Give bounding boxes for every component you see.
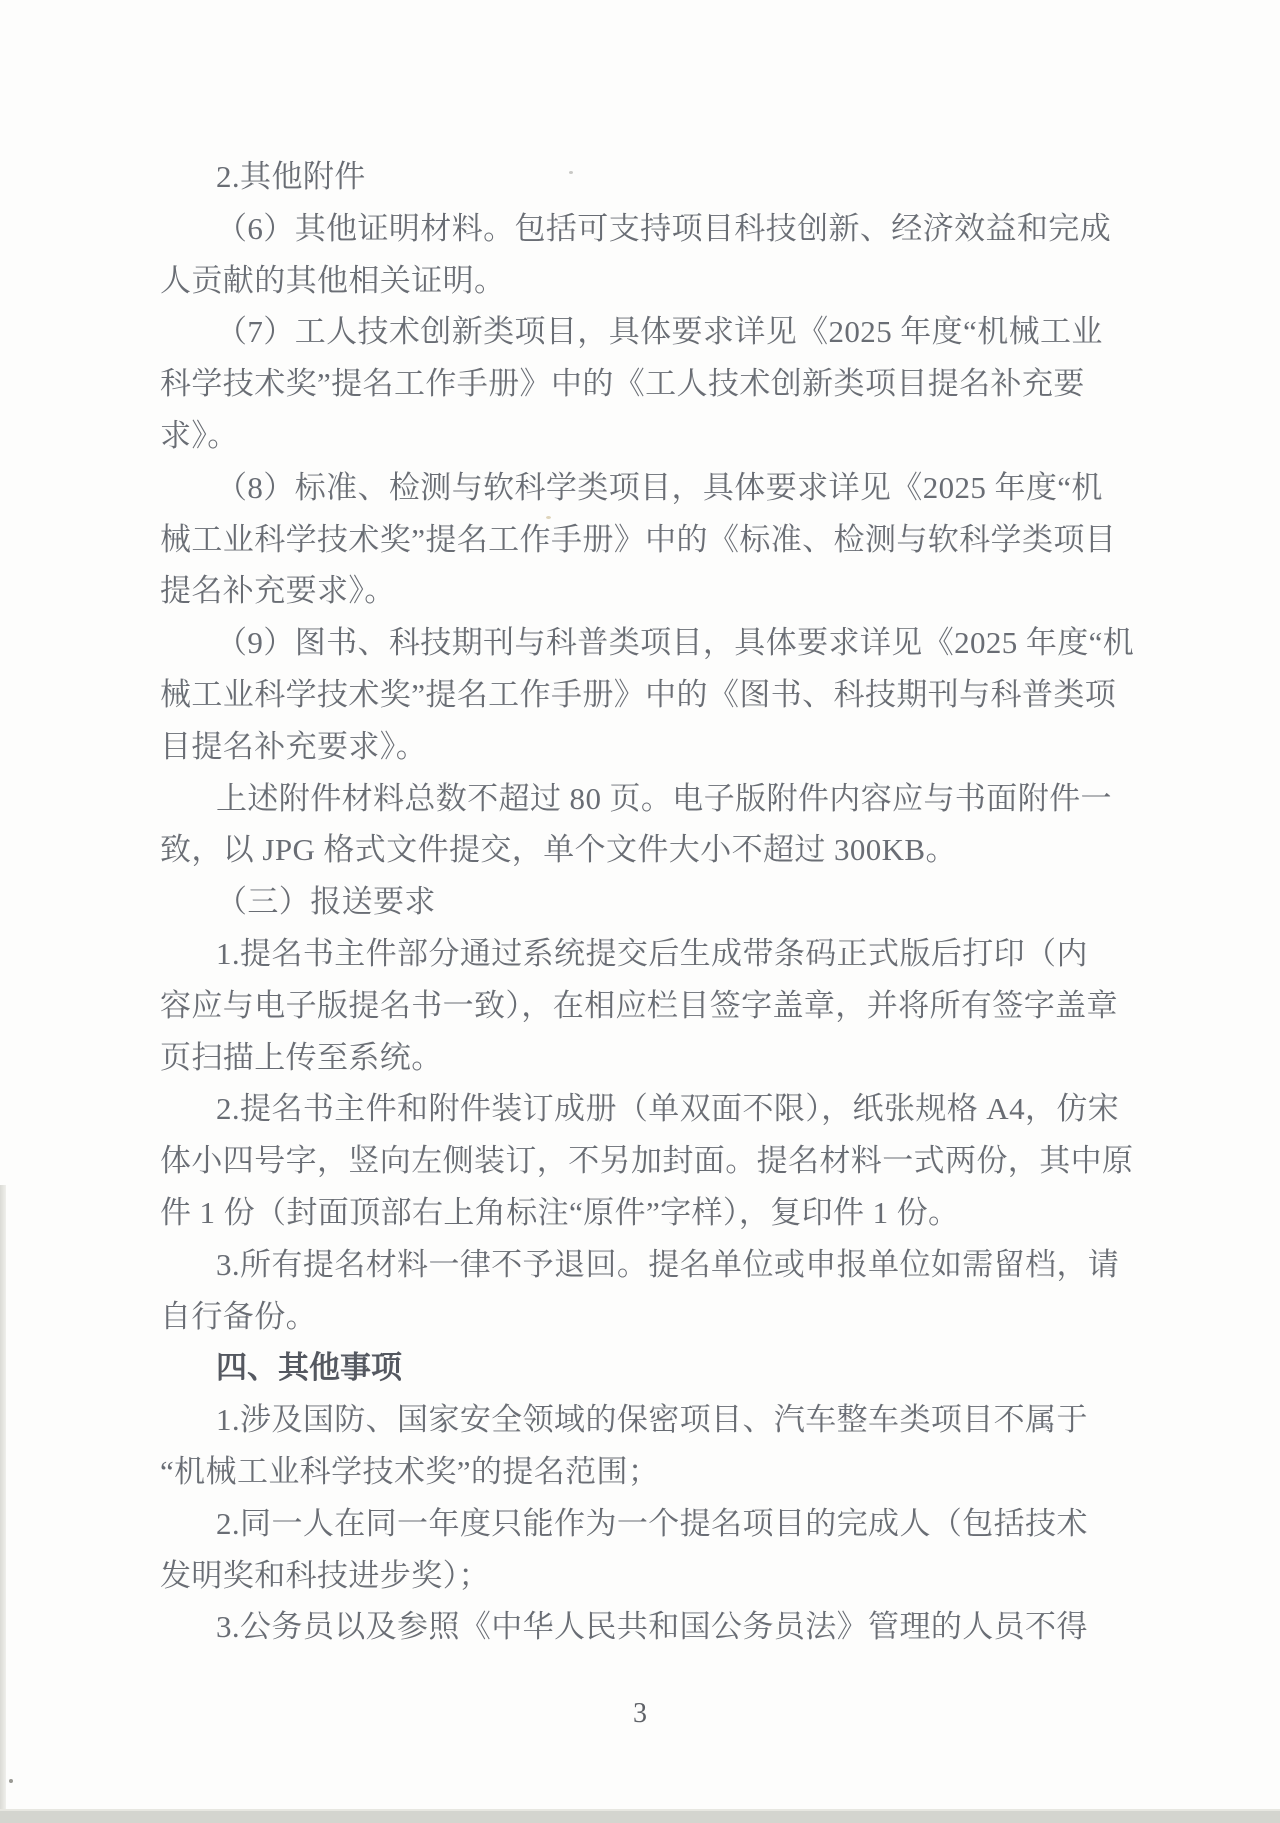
document-line: （7）工人技术创新类项目，具体要求详见《2025 年度“机械工业 xyxy=(216,314,1103,350)
document-line: 致，以 JPG 格式文件提交，单个文件大小不超过 300KB。 xyxy=(160,832,957,868)
section-heading: 四、其他事项 xyxy=(216,1350,402,1386)
document-line: 体小四号字，竖向左侧装订，不另加封面。提名材料一式两份，其中原 xyxy=(160,1143,1134,1179)
document-line: （8）标准、检测与软科学类项目，具体要求详见《2025 年度“机 xyxy=(216,469,1103,505)
document-line: 3.公务员以及参照《中华人民共和国公务员法》管理的人员不得 xyxy=(216,1609,1088,1645)
scan-speck xyxy=(569,171,573,174)
document-line: 械工业科学技术奖”提名工作手册》中的《标准、检测与软科学类项目 xyxy=(160,521,1117,557)
document-line: 目提名补充要求》。 xyxy=(160,728,428,764)
document-line: （三）报送要求 xyxy=(216,884,436,920)
scan-speck xyxy=(546,516,551,519)
document-line: 容应与电子版提名书一致），在相应栏目签字盖章，并将所有签字盖章 xyxy=(160,987,1118,1023)
document-line: 求》。 xyxy=(160,417,239,453)
document-line: 3.所有提名材料一律不予退回。提名单位或申报单位如需留档，请 xyxy=(216,1246,1120,1282)
document-line: 页扫描上传至系统。 xyxy=(160,1039,443,1075)
document-line: （6）其他证明材料。包括可支持项目科技创新、经济效益和完成 xyxy=(216,210,1112,246)
scan-page-edge xyxy=(0,1185,6,1821)
document-line: 件 1 份（封面顶部右上角标注“原件”字样），复印件 1 份。 xyxy=(160,1194,960,1230)
document-line: 科学技术奖”提名工作手册》中的《工人技术创新类项目提名补充要 xyxy=(160,366,1085,402)
page-number: 3 xyxy=(633,1698,647,1729)
scan-speck xyxy=(9,1779,13,1783)
document-line: 2.同一人在同一年度只能作为一个提名项目的完成人（包括技术 xyxy=(216,1505,1088,1541)
document-line: 提名补充要求》。 xyxy=(160,573,396,609)
document-line: 1.涉及国防、国家安全领域的保密项目、汽车整车类项目不属于 xyxy=(216,1402,1088,1438)
document-body xyxy=(160,151,1135,1653)
document-line: 发明奖和科技进步奖）； xyxy=(160,1557,490,1593)
document-line: 2.其他附件 xyxy=(216,159,366,194)
document-line: 1.提名书主件部分通过系统提交后生成带条码正式版后打印（内 xyxy=(216,935,1088,971)
document-line: （9）图书、科技期刊与科普类项目，具体要求详见《2025 年度“机 xyxy=(216,625,1135,661)
document-line: “机械工业科学技术奖”的提名范围； xyxy=(160,1453,660,1489)
document-line: 人贡献的其他相关证明。 xyxy=(160,262,506,298)
document-line: 械工业科学技术奖”提名工作手册》中的《图书、科技期刊与科普类项 xyxy=(160,676,1117,712)
document-line: 自行备份。 xyxy=(160,1298,317,1334)
document-line: 2.提名书主件和附件装订成册（单双面不限），纸张规格 A4，仿宋 xyxy=(216,1091,1120,1127)
document-line: 上述附件材料总数不超过 80 页。电子版附件内容应与书面附件一 xyxy=(216,780,1112,816)
